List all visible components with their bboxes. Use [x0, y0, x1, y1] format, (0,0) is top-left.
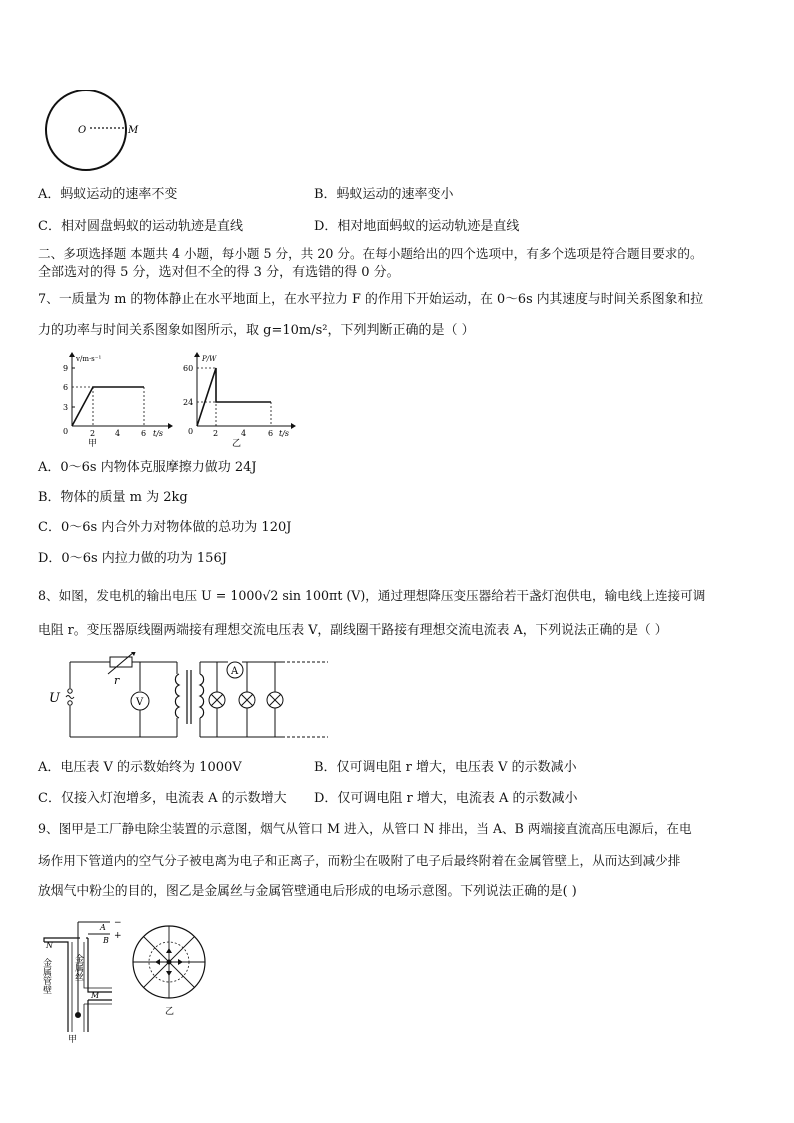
jia-x-tick-4: 4 — [115, 429, 121, 438]
wall-label: 金属管壁 — [41, 958, 51, 994]
q6-option-c: C．相对圆盘蚂蚁的运动轨迹是直线 — [38, 219, 243, 234]
lamp-1 — [209, 662, 225, 737]
q8-line1: 8、如图，发电机的输出电压 U = 1000√2 sin 100πt (V)，通过理想降压变压器给若干盏灯泡供电，输电线上连接可调 — [38, 588, 706, 603]
jia-x-unit: t/s — [153, 429, 164, 438]
ammeter-label: A — [231, 666, 239, 677]
yi-x-tick-2: 2 — [213, 429, 219, 438]
circle-figure — [40, 90, 140, 180]
jia-caption: 甲 — [88, 439, 98, 448]
q7-line2: 力的功率与时间关系图象如图所示，取 g=10m/s²，下列判断正确的是（ ） — [38, 323, 475, 338]
jia-x-tick-6: 6 — [141, 429, 147, 438]
minus-sign: − — [114, 918, 122, 928]
yi-x-tick-4: 4 — [241, 429, 247, 438]
yi-caption: 乙 — [232, 439, 242, 448]
q7-option-c: C．0～6s 内合外力对物体做的总功为 120J — [38, 520, 292, 535]
q9-line1: 9、图甲是工厂静电除尘装置的示意图，烟气从管口 M 进入，从管口 N 排出，当 A、B 两端接直流高压电源后，在电 — [38, 821, 692, 836]
point-label: M — [128, 125, 139, 136]
fig-yi-caption: 乙 — [165, 1007, 175, 1017]
wire-label: 金属丝 — [73, 954, 83, 981]
yi-y-tick-24: 24 — [183, 398, 194, 407]
yi-y-tick-60: 60 — [183, 364, 194, 373]
resistor-label: r — [114, 674, 120, 687]
port-m-label: M — [91, 991, 100, 1000]
electric-field-diagram — [131, 924, 211, 1020]
port-n-label: N — [46, 941, 53, 950]
q7-option-b: B．物体的质量 m 为 2kg — [38, 490, 188, 505]
jia-y-unit: v/m·s⁻¹ — [76, 355, 102, 363]
yi-origin: 0 — [188, 427, 194, 436]
q9-line2: 场作用下管道内的空气分子被电离为电子和正离子，而粉尘在吸附了电子后最终附着在金属管壁上，从而达到减少排 — [38, 853, 681, 868]
jia-x-tick-2: 2 — [90, 429, 96, 438]
source-label: U — [49, 691, 60, 706]
q7-line1: 7、一质量为 m 的物体静止在水平地面上，在水平拉力 F 的作用下开始运动，在 0～6s 内其速度与时间关系图象和拉 — [38, 292, 704, 307]
yi-x-unit: t/s — [279, 429, 290, 438]
dust-removal-device — [40, 914, 135, 1044]
q6-option-b: B．蚂蚁运动的速率变小 — [314, 187, 454, 202]
q8-line2: 电阻 r。变压器原线圈两端接有理想交流电压表 V，副线圈干路接有理想交流电流表 A，下列说法正确的是（ ） — [38, 623, 668, 638]
jia-y-tick-6: 6 — [63, 383, 69, 392]
center-label: O — [78, 125, 87, 136]
jia-y-tick-3: 3 — [63, 403, 69, 412]
q8-option-d: D．仅可调电阻 r 增大，电流表 A 的示数减小 — [314, 791, 578, 806]
q8-option-a: A．电压表 V 的示数始终为 1000V — [38, 760, 242, 775]
jia-y-tick-9: 9 — [63, 364, 69, 373]
transformer-circuit — [42, 652, 332, 747]
q9-line3: 放烟气中粉尘的目的，图乙是金属丝与金属管壁通电后形成的电场示意图。下列说法正确的是( ) — [38, 884, 577, 899]
terminal-a-label: A — [100, 923, 106, 932]
q6-option-a: A．蚂蚁运动的速率不变 — [38, 187, 178, 202]
section2-line2: 全部选对的得 5 分，选对但不全的得 3 分，有选错的得 0 分。 — [38, 265, 400, 280]
jia-origin: 0 — [63, 427, 69, 436]
q8-option-c: C．仅接入灯泡增多，电流表 A 的示数增大 — [38, 791, 287, 806]
yi-x-tick-6: 6 — [268, 429, 274, 438]
voltmeter-label: V — [136, 697, 144, 708]
q8-option-b: B．仅可调电阻 r 增大，电压表 V 的示数减小 — [314, 760, 577, 775]
section2-line1: 二、多项选择题 本题共 4 小题，每小题 5 分，共 20 分。在每小题给出的四个选项中，有多个选项是符合题目要求的。 — [38, 246, 703, 261]
fig-jia-caption: 甲 — [68, 1035, 78, 1044]
plus-sign: + — [114, 931, 122, 941]
q7-option-d: D．0～6s 内拉力做的功为 156J — [38, 551, 227, 566]
q7-option-a: A．0～6s 内物体克服摩擦力做功 24J — [38, 460, 257, 475]
q6-option-d: D．相对地面蚂蚁的运动轨迹是直线 — [314, 219, 520, 234]
yi-y-unit: P/W — [202, 355, 217, 363]
lamp-3 — [267, 662, 283, 737]
velocity-time-graph — [60, 350, 175, 448]
power-time-graph — [183, 350, 298, 448]
terminal-b-label: B — [103, 936, 109, 945]
